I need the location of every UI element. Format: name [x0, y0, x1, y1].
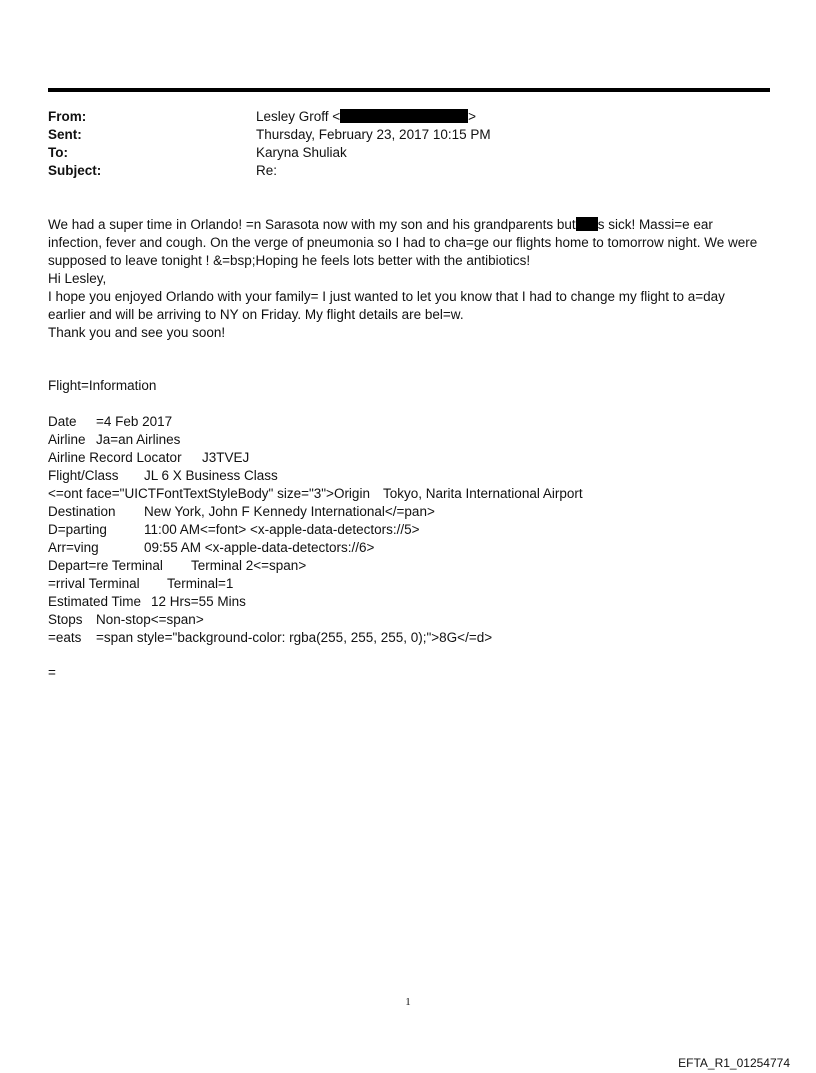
flight-label: =eats — [48, 630, 82, 645]
flight-value: J3TVEJ — [202, 450, 250, 465]
trailing-text: = — [48, 665, 56, 680]
flight-row-airline — [48, 431, 181, 449]
flight-label: Arr=ving — [48, 540, 99, 555]
body-line: Thank you and see you soon! — [48, 325, 226, 340]
flight-label: Depart=re Terminal — [48, 558, 163, 573]
body-line: I hope you enjoyed Orlando with your family= I just wanted to let you know that I had to change my flight to a=day — [48, 289, 725, 304]
flight-value: Ja=an Airlines — [96, 432, 181, 447]
from-name: Lesley Groff < — [256, 109, 341, 124]
page-number: 1 — [405, 996, 411, 1008]
flight-value: Terminal=1 — [167, 576, 234, 591]
body-text: s sick! Massi=e ear — [597, 217, 713, 232]
flight-label: =rrival Terminal — [48, 576, 140, 591]
flight-value: Tokyo, Narita International Airport — [383, 486, 583, 501]
flight-label: Airline — [48, 432, 86, 447]
to-value: Karyna Shuliak — [256, 145, 347, 160]
flight-value: JL 6 X Business Class — [144, 468, 278, 483]
flight-label: Estimated Time — [48, 594, 142, 609]
redacted-email — [340, 109, 468, 123]
body-line: infection, fever and cough. On the verge of pneumonia so I had to cha=ge our flights home to tomorrow night. We were — [48, 235, 758, 250]
body-line — [48, 216, 713, 234]
flight-value: 09:55 AM <x-apple-data-detectors://6> — [144, 540, 375, 555]
from-value — [256, 107, 476, 126]
redacted-name — [576, 217, 598, 231]
flight-heading: Flight=Information — [48, 378, 157, 393]
to-label: To: — [48, 145, 68, 160]
flight-row-date — [48, 413, 173, 431]
flight-row-estimated-time — [48, 593, 246, 611]
body-text: We had a super time in Orlando! =n Sarasota now with my son and his grandparents but — [48, 217, 576, 232]
flight-row-destination — [48, 503, 435, 521]
greeting: Hi Lesley, — [48, 271, 107, 286]
flight-value: Terminal 2<=span> — [191, 558, 307, 573]
flight-label: Destination — [48, 504, 116, 519]
header-rule — [48, 88, 770, 92]
flight-label: D=parting — [48, 522, 107, 537]
sent-label: Sent: — [48, 127, 82, 142]
flight-row-departing — [48, 521, 420, 539]
flight-row-arrival-terminal — [48, 575, 234, 593]
flight-value: New York, John F Kennedy International</=pan> — [144, 504, 435, 519]
flight-row-origin — [48, 485, 583, 503]
flight-label: <=ont face="UICTFontTextStyleBody" size="3">Origin — [48, 486, 370, 501]
body-line: earlier and will be arriving to NY on Friday. My flight details are bel=w. — [48, 307, 464, 322]
flight-value: 12 Hrs=55 Mins — [151, 594, 246, 609]
flight-row-arriving — [48, 539, 375, 557]
flight-row-seats — [48, 629, 493, 647]
sent-value: Thursday, February 23, 2017 10:15 PM — [256, 127, 491, 142]
subject-value: Re: — [256, 163, 278, 178]
subject-label: Subject: — [48, 163, 102, 178]
flight-value: 11:00 AM<=font> <x-apple-data-detectors://5> — [144, 522, 420, 537]
flight-value: Non-stop<=span> — [96, 612, 204, 627]
from-label: From: — [48, 109, 87, 124]
flight-value: =span style="background-color: rgba(255, 255, 255, 0);">8G</=d> — [96, 630, 493, 645]
flight-row-locator — [48, 449, 250, 467]
flight-row-depart-terminal — [48, 557, 307, 575]
flight-value: =4 Feb 2017 — [96, 414, 173, 429]
flight-row-class — [48, 467, 278, 485]
flight-row-stops — [48, 611, 204, 629]
flight-label: Date — [48, 414, 77, 429]
flight-label: Stops — [48, 612, 83, 627]
document-id: EFTA_R1_01254774 — [678, 1056, 790, 1070]
flight-label: Airline Record Locator — [48, 450, 182, 465]
flight-label: Flight/Class — [48, 468, 119, 483]
from-close: > — [468, 109, 477, 124]
body-line: supposed to leave tonight ! &=bsp;Hoping he feels lots better with the antibiotics! — [48, 253, 531, 268]
